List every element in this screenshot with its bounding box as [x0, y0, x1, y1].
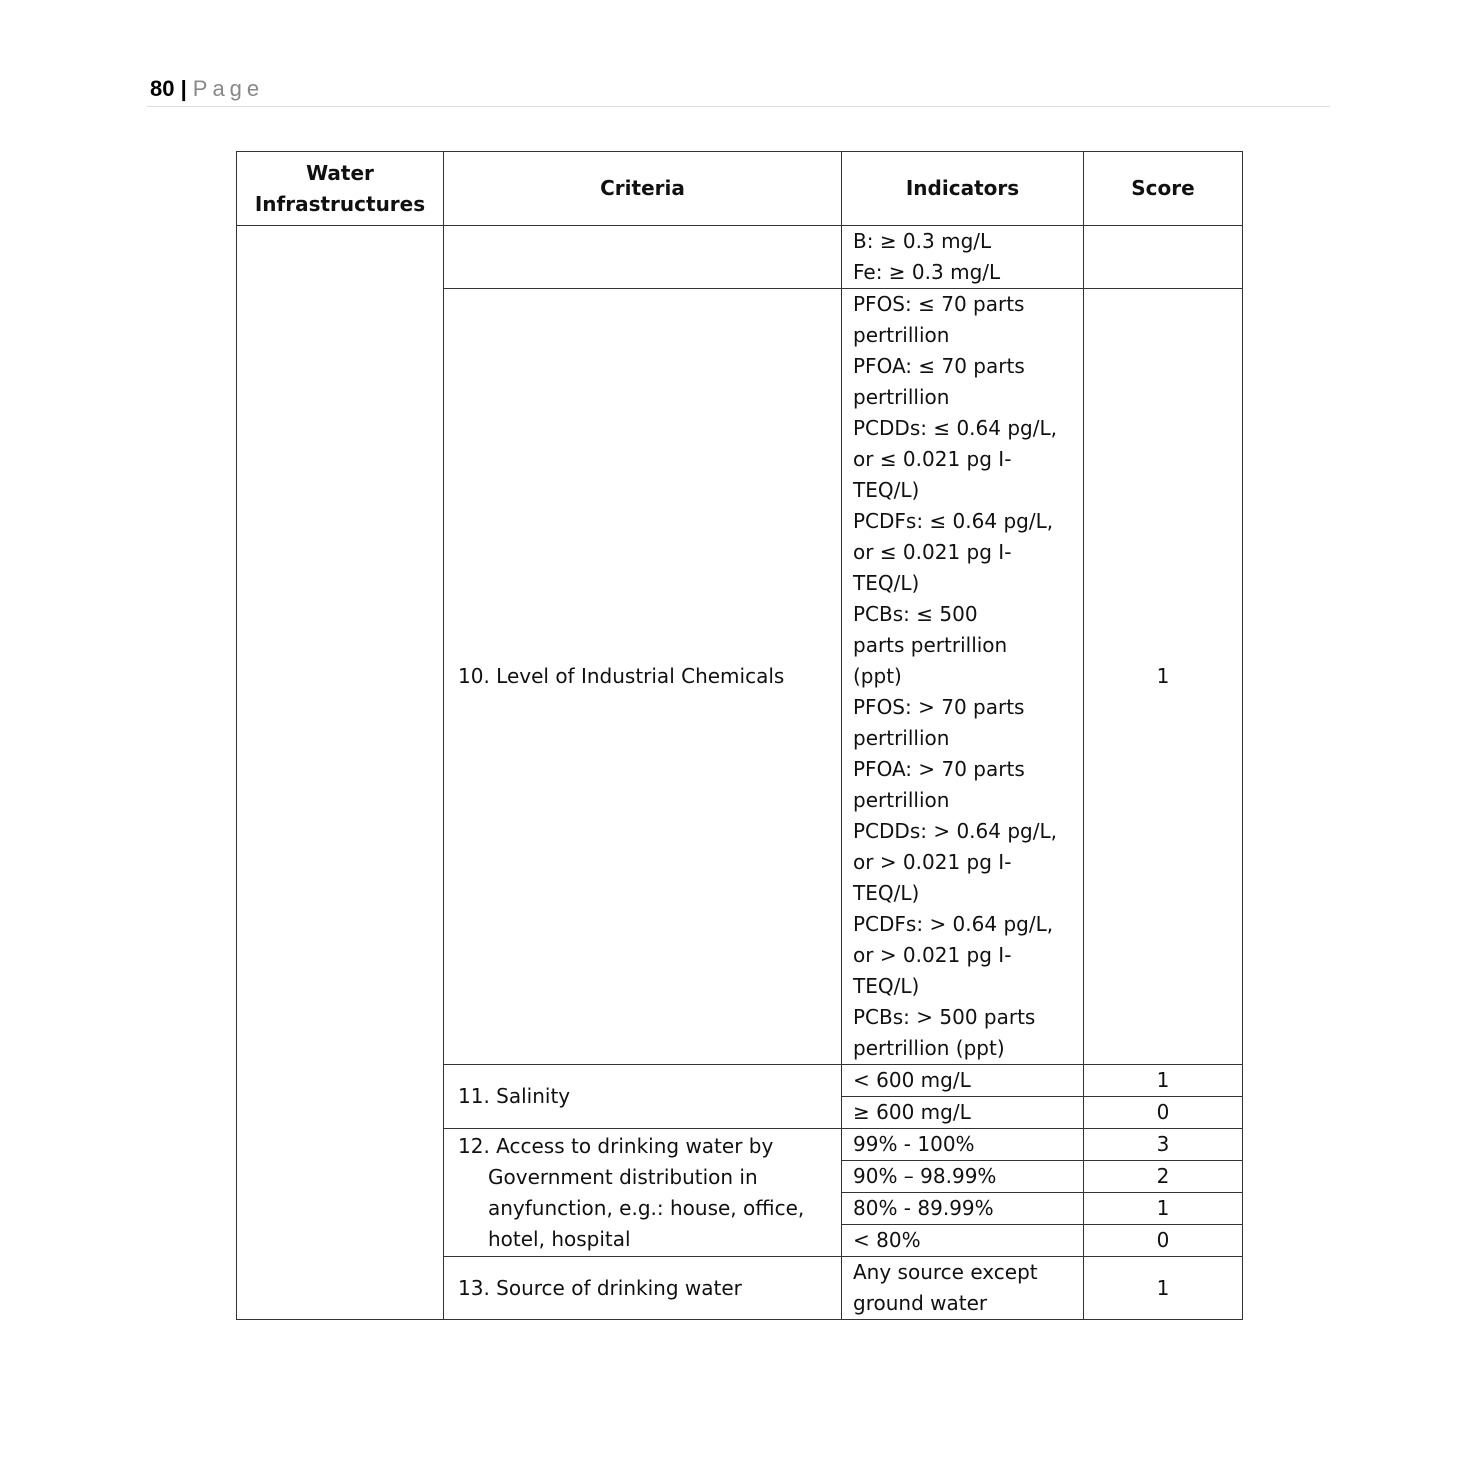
indicator-cell: < 600 mg/L: [842, 1065, 1084, 1097]
criteria-cell: 13. Source of drinking water: [444, 1257, 842, 1320]
criteria-cell: 10. Level of Industrial Chemicals: [444, 289, 842, 1065]
indicator-cell: 90% – 98.99%: [842, 1161, 1084, 1193]
score-cell: [1084, 226, 1243, 289]
header-rule: [147, 106, 1330, 107]
criteria-cell: [444, 226, 842, 289]
score-cell: 1: [1084, 1193, 1243, 1225]
indicator-cell: ≥ 600 mg/L: [842, 1097, 1084, 1129]
score-cell: 2: [1084, 1161, 1243, 1193]
criteria-table: [236, 151, 1243, 1320]
indicator-cell: B: ≥ 0.3 mg/L Fe: ≥ 0.3 mg/L: [842, 226, 1084, 289]
score-cell: 0: [1084, 1225, 1243, 1257]
indicator-cell: PFOS: ≤ 70 parts pertrillion PFOA: ≤ 70 parts pertrillion PCDDs: ≤ 0.64 pg/L, or ≤ 0.021 pg I- TEQ/L) PCDFs: ≤ 0.64 pg/L, or ≤ 0.021 pg I- TEQ/L) PCBs: ≤ 500 parts pertrillion (ppt) PFOS: > 70 parts pertrillion PFOA: > 70 parts pertrillion PCDDs: > 0.64 pg/L, or > 0.021 pg I- TEQ/L) PCDFs: > 0.64 pg/L, or > 0.021 pg I- TEQ/L) PCBs: > 500 parts pertrillion (ppt): [842, 289, 1084, 1065]
indicator-cell: 99% - 100%: [842, 1129, 1084, 1161]
table-row: [237, 226, 1243, 289]
col-score: Score: [1084, 152, 1243, 226]
indicator-cell: 80% - 89.99%: [842, 1193, 1084, 1225]
page-label: Page: [192, 76, 265, 101]
score-cell: 1: [1084, 1257, 1243, 1320]
indicator-cell: < 80%: [842, 1225, 1084, 1257]
indicator-cell: Any source except ground water: [842, 1257, 1084, 1320]
score-cell: 1: [1084, 1065, 1243, 1097]
criteria-cell: 12. Access to drinking water by Government distribution in anyfunction, e.g.: house, office, hotel, hospital: [444, 1129, 842, 1257]
water-infrastructure-cell: [237, 226, 444, 1320]
score-cell: 0: [1084, 1097, 1243, 1129]
score-cell: 3: [1084, 1129, 1243, 1161]
criteria-cell: 11. Salinity: [444, 1065, 842, 1129]
col-indicators: Indicators: [842, 152, 1084, 226]
col-water-infrastructures: Water Infrastructures: [237, 152, 444, 226]
page-header: [150, 76, 264, 102]
separator: |: [180, 76, 187, 101]
page-number: 80: [150, 76, 175, 101]
col-criteria: Criteria: [444, 152, 842, 226]
score-cell: 1: [1084, 289, 1243, 1065]
table-header-row: [237, 152, 1243, 226]
